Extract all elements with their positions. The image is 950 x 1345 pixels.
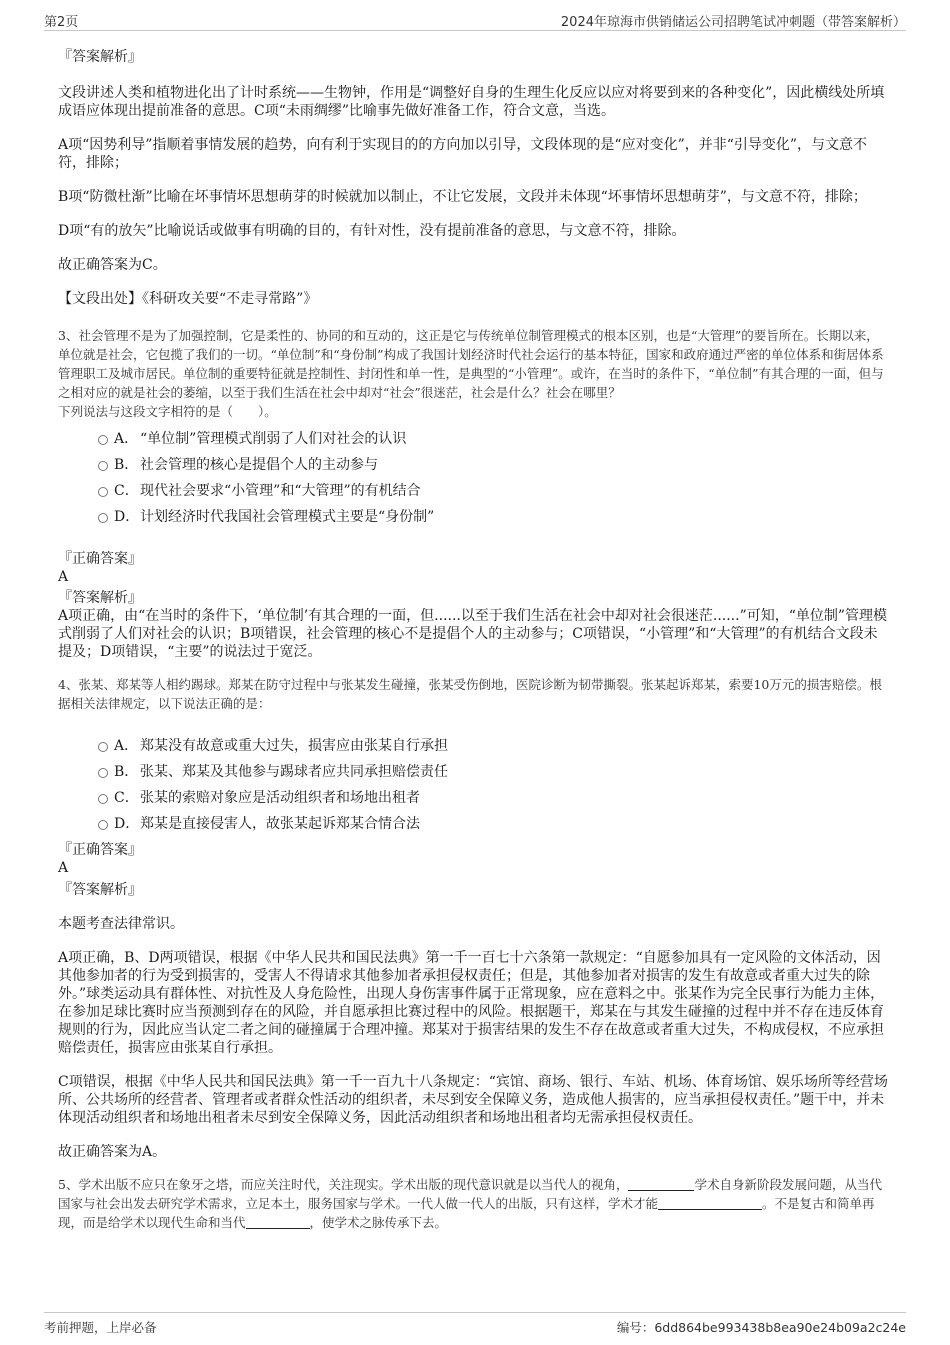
question-3-stem: 3、社会管理不是为了加强控制，它是柔性的、协同的和互动的，这正是它与传统单位制管理模式的根本区别，也是“大管理”的要旨所在。长期以来，单位就是社会，它包揽了我们的一切。“单位制”和“身份制”构成了我国计划经济时代社会运行的基本特征，国家和政府通过严密的单位体系和街居体系管理职工及城市居民。单位制的重要特征就是控制性、封闭性和单一性，是典型的“小管理”。或许，在当时的条件下，“单位制”有其合理的一面，但与之相对应的就是社会的萎缩，以至于我们生活在社会中却对“社会”很迷茫，社会是什么？社会在哪里？	[58, 328, 884, 400]
radio-icon[interactable]	[98, 768, 108, 778]
option-b[interactable]: B． 张某、郑某及其他参与踢球者应共同承担赔偿责任	[58, 759, 888, 785]
q3-analysis-heading: 『答案解析』	[58, 590, 142, 606]
q2-analysis-paragraph: D项“有的放矢”比喻说话或做事有明确的目的，有针对性，没有提前准备的意思，与文意不符，排除。	[58, 223, 686, 239]
q4-analysis-heading: 『答案解析』	[58, 882, 142, 898]
fill-blank-3[interactable]	[246, 1214, 310, 1229]
document-title: 2024年琼海市供销储运公司招聘笔试冲刺题（带答案解析）	[560, 15, 906, 30]
option-d[interactable]: D．郑某是直接侵害人，故张某起诉郑某合情合法	[58, 811, 888, 837]
option-a[interactable]: A． “单位制”管理模式削弱了人们对社会的认识	[58, 426, 888, 452]
fill-blank-2[interactable]	[658, 1195, 762, 1210]
option-b[interactable]: B． 社会管理的核心是提倡个人的主动参与	[58, 452, 888, 478]
question-3-options	[58, 426, 888, 530]
radio-icon[interactable]	[98, 487, 108, 497]
radio-icon[interactable]	[98, 742, 108, 752]
radio-icon[interactable]	[98, 820, 108, 830]
option-d[interactable]: D．计划经济时代我国社会管理模式主要是“身份制”	[58, 504, 888, 530]
page-content	[58, 40, 888, 1232]
q3-analysis: A项正确，由“在当时的条件下，‘单位制’有其合理的一面，但......以至于我们生活在社会中却对社会很迷茫......”可知，“单位制”管理模式削弱了人们对社会的认识；B项错误，社会管理的核心不是提倡个人的主动参与；C项错误，“小管理”和“大管理”的有机结合文段未提及；D项错误，“主要”的说法过于宽泛。	[58, 608, 888, 660]
question-4-options	[58, 733, 888, 837]
q4-answer: A	[58, 860, 69, 876]
option-text: 张某、郑某及其他参与踢球者应共同承担赔偿责任	[140, 764, 448, 780]
q2-conclusion: 故正确答案为C。	[58, 257, 167, 273]
q4-analysis-paragraph: 本题考查法律常识。	[58, 916, 184, 932]
radio-icon[interactable]	[98, 513, 108, 523]
q2-analysis-paragraph: A项“因势利导”指顺着事情发展的趋势，向有利于实现目的的方向加以引导，文段体现的是“应对变化”，并非“引导变化”，与文意不符，排除；	[58, 137, 868, 171]
q2-source: 【文段出处】《科研攻关要“不走寻常路”》	[58, 291, 318, 307]
option-text: 社会管理的核心是提倡个人的主动参与	[140, 457, 378, 473]
option-c[interactable]: C．张某的索赔对象应是活动组织者和场地出租者	[58, 785, 888, 811]
question-3-prompt: 下列说法与这段文字相符的是（ ）。	[58, 404, 277, 419]
radio-icon[interactable]	[98, 794, 108, 804]
q3-answer: A	[58, 569, 69, 585]
option-a[interactable]: A． 郑某没有故意或重大过失，损害应由张某自行承担	[58, 733, 888, 759]
q3-answer-heading: 『正确答案』	[58, 551, 142, 567]
page-header	[44, 8, 906, 31]
q2-analysis-paragraph: 文段讲述人类和植物进化出了计时系统——生物钟，作用是“调整好自身的生理生化反应以应对将要到来的各种变化”，因此横线处所填成语应体现出提前准备的意思。C项“未雨绸缪”比喻事先做好准备工作，符合文意，当选。	[58, 85, 885, 119]
fill-blank-1[interactable]	[628, 1176, 694, 1191]
q2-analysis-paragraph: B项“防微杜渐”比喻在坏事情坏思想萌芽的时候就加以制止，不让它发展，文段并未体现“坏事情坏思想萌芽”，与文意不符，排除；	[58, 189, 867, 205]
question-5-stem: 5、学术出版不应只在象牙之塔，而应关注时代，关注现实。学术出版的现代意识就是以当代人的视角， 学术自身新阶段发展问题，从当代国家与社会出发去研究学术需求，立足本土，服务国家与学术。一代人做一代人的出版，只有这样，学术才能 。不是复古和简单再现，而是给学术以现代生命和当代 ，使学术之脉传承下去。	[58, 1177, 882, 1230]
q4-conclusion: 故正确答案为A。	[58, 1144, 167, 1160]
option-text: 郑某没有故意或重大过失，损害应由张某自行承担	[140, 738, 448, 754]
q4-answer-heading: 『正确答案』	[58, 842, 142, 858]
document-serial: 编号：6dd864be993438b8ea90e24b09a2c24e	[616, 1320, 906, 1335]
option-text: 张某的索赔对象应是活动组织者和场地出租者	[140, 790, 420, 806]
radio-icon[interactable]	[98, 461, 108, 471]
q4-analysis-paragraph: A项正确，B、D两项错误，根据《中华人民共和国民法典》第一千一百七十六条第一款规定：“自愿参加具有一定风险的文体活动，因其他参加者的行为受到损害的，受害人不得请求其他参加者承担侵权责任；但是，其他参加者对损害的发生有故意或者重大过失的除外。”球类运动具有群体性、对抗性及人身危险性，出现人身伤害事件属于正常现象，应在意料之中。张某作为完全民事行为能力主体，在参加足球比赛时应当预测到存在的风险，并自愿承担比赛过程中的风险。根据题干，郑某在与其发生碰撞的过程中并不存在违反体育规则的行为，因此应当认定二者之间的碰撞属于合理冲撞。郑某对于损害结果的发生不存在故意或者重大过失，不构成侵权，不应承担赔偿责任，损害应由张某自行承担。	[58, 950, 885, 1056]
option-text: “单位制”管理模式削弱了人们对社会的认识	[140, 431, 407, 447]
option-text: 计划经济时代我国社会管理模式主要是“身份制”	[140, 509, 435, 525]
radio-icon[interactable]	[98, 435, 108, 445]
option-c[interactable]: C．现代社会要求“小管理”和“大管理”的有机结合	[58, 478, 888, 504]
q4-analysis-paragraph: C项错误，根据《中华人民共和国民法典》第一千一百九十八条规定：“宾馆、商场、银行、车站、机场、体育场馆、娱乐场所等经营场所、公共场所的经营者、管理者或者群众性活动的组织者，未尽到安全保障义务，造成他人损害的，应当承担侵权责任。”题干中，并未体现活动组织者和场地出租者未尽到安全保障义务，因此活动组织者和场地出租者均无需承担侵权责任。	[58, 1074, 888, 1126]
option-text: 郑某是直接侵害人，故张某起诉郑某合情合法	[140, 816, 420, 832]
page-number: 第2页	[44, 15, 79, 30]
option-text: 现代社会要求“小管理”和“大管理”的有机结合	[140, 483, 421, 499]
footer-slogan: 考前押题，上岸必备	[44, 1320, 157, 1335]
q2-analysis-heading: 『答案解析』	[58, 49, 142, 65]
question-4-stem: 4、张某、郑某等人相约踢球。郑某在防守过程中与张某发生碰撞，张某受伤倒地，医院诊断为韧带撕裂。张某起诉郑某，索要10万元的损害赔偿。根据相关法律规定，以下说法正确的是：	[58, 677, 882, 711]
page-footer	[44, 1312, 906, 1339]
